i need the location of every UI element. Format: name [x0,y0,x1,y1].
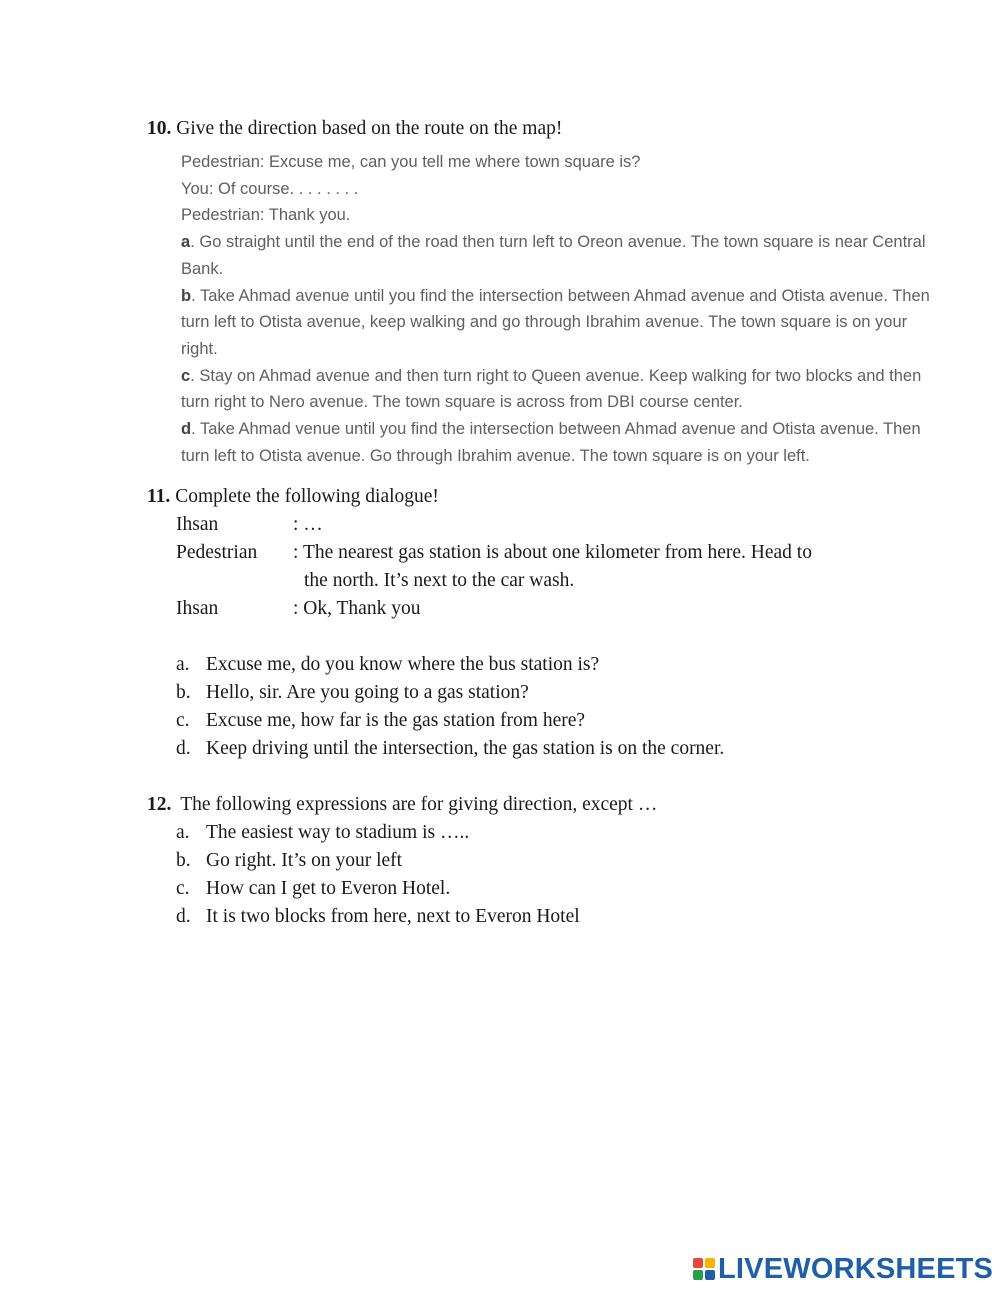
option-letter: d. [176,906,191,927]
dialogue-line: : Ok, Thank you [293,598,421,619]
option-text: . Go straight until the end of the road then turn left to Oreon avenue. The town square is near Central Bank. [181,233,926,278]
option-letter: d. [176,738,191,759]
logo-square [693,1258,703,1268]
option-d[interactable] [181,416,941,469]
question-12-heading [147,794,657,816]
option-letter: a [181,233,191,252]
dialogue-line-continued: the north. It’s next to the car wash. [304,570,575,591]
option-letter: b. [176,850,191,871]
option-text: The easiest way to stadium is ….. [206,822,470,843]
option-text: Keep driving until the intersection, the gas station is on the corner. [206,738,725,759]
option-text: Go right. It’s on your left [206,850,403,871]
question-10-screenshot [181,149,941,469]
question-number: 12. [147,794,172,815]
option-text: It is two blocks from here, next to Everon Hotel [206,906,580,927]
dialog-line: Pedestrian: Excuse me, can you tell me where town square is? [181,153,641,171]
speaker-name: Ihsan [176,514,219,535]
question-prompt: Complete the following dialogue! [175,486,439,507]
question-prompt: The following expressions are for giving direction, except … [180,794,658,815]
dialog-line: Pedestrian: Thank you. [181,206,351,225]
liveworksheets-logo [693,1252,993,1286]
logo-square [705,1258,715,1268]
option-letter: c [181,366,191,385]
logo-text: LIVEWORKSHEETS [718,1252,994,1285]
option-text: Hello, sir. Are you going to a gas station? [206,682,529,703]
option-text: . Stay on Ahmad avenue and then turn right to Queen avenue. Keep walking for two blocks and then turn right to Nero avenue. The town square is across from DBI course center. [181,366,922,412]
option-text: Excuse me, how far is the gas station from here? [206,710,586,731]
question-number: 10. [147,118,172,139]
option-letter: c. [176,710,190,731]
option-letter: a. [176,654,190,675]
speaker-name: Ihsan [176,598,219,619]
option-letter: d [181,420,192,439]
option-text: How can I get to Everon Hotel. [206,878,451,899]
option-letter: b [181,286,192,305]
option-b[interactable] [181,283,941,363]
option-letter: c. [176,878,190,899]
logo-square [705,1270,715,1280]
dialogue-line: : The nearest gas station is about one kilometer from here. Head to [293,542,812,563]
dialog-line: You: Of course. . . . . . . . [181,179,359,198]
option-text: Excuse me, do you know where the bus station is? [206,654,600,675]
question-11-heading [147,486,439,508]
option-text: . Take Ahmad venue until you find the intersection between Ahmad avenue and Otista avenue. Then turn left to Otista avenue. Go through Ibrahim avenue. The town square is on your left. [181,420,921,465]
option-letter: a. [176,822,190,843]
dialogue-line: : … [293,514,323,535]
logo-mark-icon [693,1258,715,1280]
option-letter: b. [176,682,191,703]
option-c[interactable] [181,363,941,416]
option-a[interactable] [181,229,941,282]
question-10-heading [147,118,562,140]
option-text: . Take Ahmad avenue until you find the intersection between Ahmad avenue and Otista avenue. Then turn left to Otista avenue, keep walking and go through Ibrahim avenue. The town square is on your right. [181,286,930,358]
question-number: 11. [147,486,171,507]
question-prompt: Give the direction based on the route on the map! [176,118,563,139]
speaker-name: Pedestrian [176,542,258,563]
logo-square [693,1270,703,1280]
